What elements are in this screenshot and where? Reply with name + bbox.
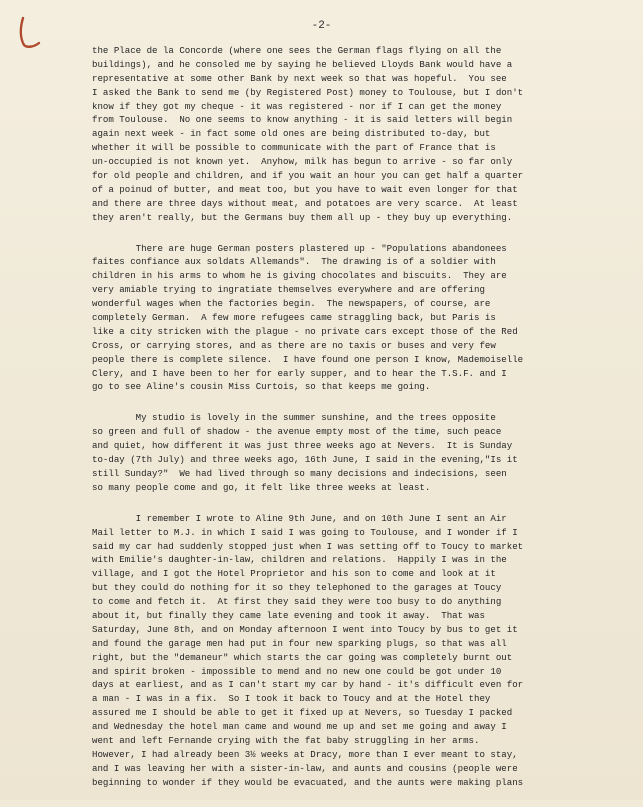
text-line: My studio is lovely in the summer sunshine, and the trees opposite — [92, 412, 496, 424]
text-line: Clery, and I have been to her for early supper, and to hear the T.S.F. and I — [92, 367, 507, 379]
text-line: of a poinud of butter, and meat too, but you have to wait even longer for that — [92, 183, 518, 195]
paragraph — [92, 411, 632, 494]
text-line: assured me I should be able to get it fixed up at Nevers, so Tuesday I packed — [92, 707, 513, 719]
text-line: again next week - in fact some old ones are being distributed to-day, but — [92, 128, 491, 140]
text-line: to-day (7th July) and three weeks ago, 16th June, I said in the evening,"Is it — [92, 454, 518, 466]
text-line: and there are three days without meat, and potatoes are very scarce. At least — [92, 197, 518, 209]
paragraph — [92, 44, 632, 225]
text-line: very amiable trying to ingratiate themselves everywhere and are offering — [92, 284, 485, 296]
text-line: they aren't really, but the Germans buy them all up - they buy up everything. — [92, 211, 513, 223]
text-line: un-occupied is not known yet. Anyhow, milk has begun to arrive - so far only — [92, 156, 513, 168]
text-line: However, I had already been 3½ weeks at Dracy, more than I ever meant to stay, — [92, 748, 518, 760]
text-line: to come and fetch it. At first they said they were too busy to do anything — [92, 596, 502, 608]
text-line: went and left Fernande crying with the fat baby struggling in her arms. — [92, 734, 480, 746]
text-line: and I was leaving her with a sister-in-law, and aunts and cousins (people were — [92, 762, 518, 774]
text-line: and quiet, how different it was just three weeks ago at Nevers. It is Sunday — [92, 440, 513, 452]
text-line: like a city stricken with the plague - no private cars except those of the Red — [92, 325, 518, 337]
text-line: I remember I wrote to Aline 9th June, and on 10th June I sent an Air — [92, 512, 507, 524]
text-line: people there is complete silence. I have found one person I know, Mademoiselle — [92, 353, 524, 365]
text-line: a man - I was in a fix. So I took it back to Toucy and at the Hotel they — [92, 693, 491, 705]
text-line: representative at some other Bank by next week so that was hopeful. You see — [92, 72, 507, 84]
text-line: whether it will be possible to communicate with the part of France that is — [92, 142, 496, 154]
text-line: buildings), and he consoled me by saying he believed Lloyds Bank would have a — [92, 58, 513, 70]
text-line: so many people come and go, it felt like three weeks at least. — [92, 481, 431, 493]
text-line: the Place de la Concorde (where one sees the German flags flying on all the — [92, 45, 502, 56]
text-line: with Emilie's daughter-in-law, children and relations. Happily I was in the — [92, 554, 507, 566]
text-line: right, but the "demaneur" which starts the car going was completely burnt out — [92, 651, 513, 663]
paragraph — [92, 242, 632, 395]
text-line: days at earliest, and as I can't start my car by hand - it's difficult even for — [92, 679, 524, 691]
text-line: but they could do nothing for it so they telephoned to the garages at Toucy — [92, 582, 502, 594]
text-line: still Sunday?" We had lived through so many decisions and indecisions, seen — [92, 467, 507, 479]
text-line: beginning to wonder if they would be evacuated, and the aunts were making plans — [92, 776, 524, 788]
page-number: -2- — [311, 20, 332, 32]
text-line: Saturday, June 8th, and on Monday afternoon I went into Toucy by bus to get it — [92, 623, 518, 635]
text-line: so green and full of shadow - the avenue empty most of the time, such peace — [92, 426, 502, 438]
text-line: from Toulouse. No one seems to know anything - it is said letters will begin — [92, 114, 513, 126]
text-line: wonderful wages when the factories begin. The newspapers, of course, are — [92, 298, 491, 310]
text-line: go to see Aline's cousin Miss Curtois, so that keeps me going. — [92, 381, 431, 393]
text-line: Mail letter to M.J. in which I said I was going to Toulouse, and I wonder if I — [92, 526, 518, 538]
text-line: for old people and children, and if you wait an hour you can get half a quarter — [92, 170, 524, 182]
text-line: faites confiance aux soldats Allemands". The drawing is of a soldier with — [92, 256, 496, 268]
text-line: children in his arms to whom he is giving chocolates and biscuits. They are — [92, 270, 507, 282]
text-line: There are huge German posters plastered up - "Populations abandonees — [92, 242, 507, 254]
text-line: and found the garage men had put in four new sparking plugs, so that was all — [92, 637, 507, 649]
text-line: completely German. A few more refugees came straggling back, but Paris is — [92, 312, 496, 324]
paragraph — [92, 512, 632, 790]
text-line: about it, but finally they came late evening and took it away. That was — [92, 609, 485, 621]
text-line: village, and I got the Hotel Proprietor and his son to come and look at it — [92, 568, 496, 580]
text-line: said my car had suddenly stopped just when I was setting off to Toucy to market — [92, 540, 524, 552]
text-line: and spirit broken - impossible to mend and no new one could be got under 10 — [92, 665, 502, 677]
text-line: and Wednesday the hotel man came and wound me up and set me going and away I — [92, 721, 507, 733]
letter-body — [92, 44, 632, 807]
text-line: I asked the Bank to send me (by Registered Post) money to Toulouse, but I don't — [92, 86, 524, 98]
text-line: know if they got my cheque - it was registered - nor if I can get the money — [92, 100, 502, 112]
text-line: Cross, or carrying stores, and as there are no taxis or buses and very few — [92, 339, 496, 351]
